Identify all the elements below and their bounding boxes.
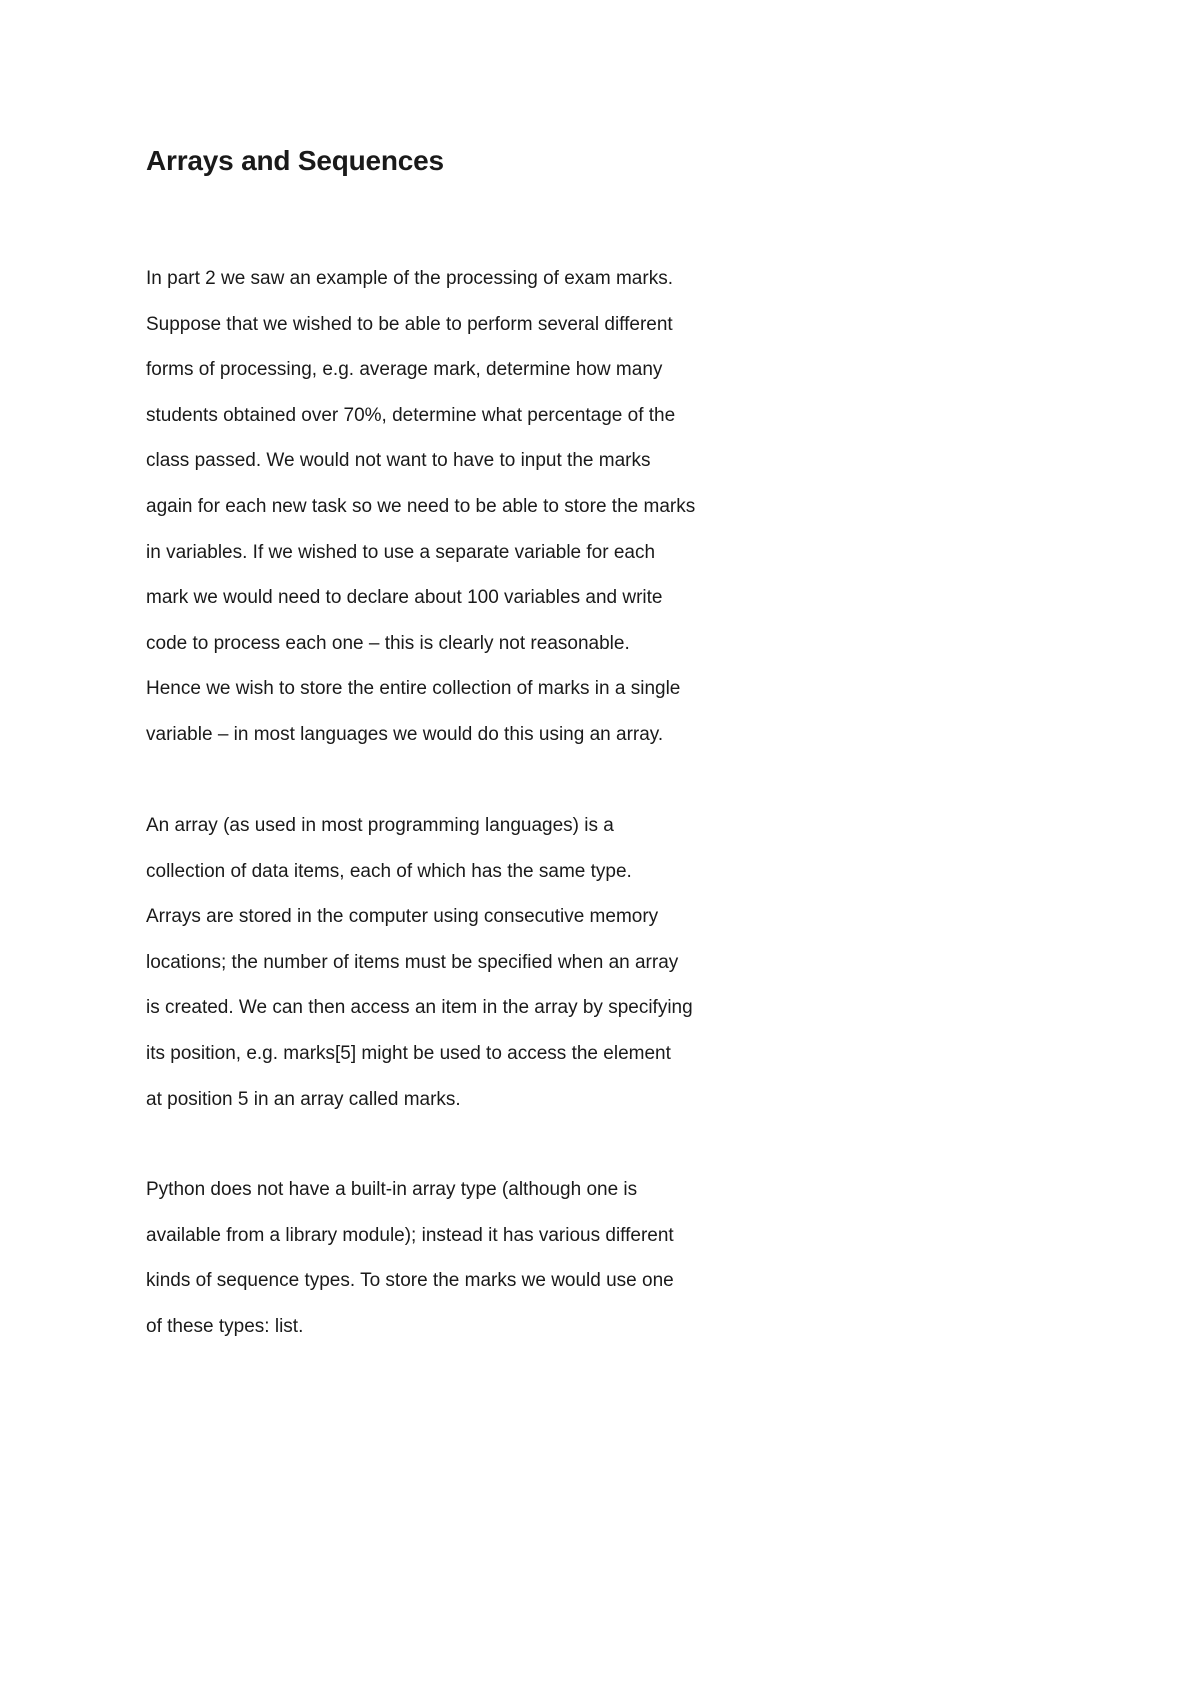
paragraph-line: In part 2 we saw an example of the processing of exam marks. (146, 268, 673, 289)
paragraph-line: again for each new task so we need to be able to store the marks (146, 495, 696, 517)
paragraph-line: at position 5 in an array called marks. (146, 1088, 461, 1110)
paragraph-line: An array (as used in most programming languages) is a (146, 815, 614, 836)
paragraph-line: students obtained over 70%, determine what percentage of the (146, 404, 676, 426)
paragraph-line: collection of data items, each of which has the same type. (146, 860, 632, 882)
paragraph-line: kinds of sequence types. To store the marks we would use one (146, 1270, 674, 1292)
paragraph-3 (146, 1167, 674, 1349)
paragraph-line: Arrays are stored in the computer using consecutive memory (146, 906, 659, 928)
paragraph-line: variable – in most languages we would do this using an array. (146, 723, 664, 745)
paragraph-line: is created. We can then access an item in the array by specifying (146, 997, 693, 1019)
paragraph-line: available from a library module); instead it has various different (146, 1224, 674, 1246)
paragraph-line: of these types: list. (146, 1315, 304, 1337)
paragraph-line: Hence we wish to store the entire collection of marks in a single (146, 678, 681, 700)
document-title: Arrays and Sequences (146, 145, 444, 176)
paragraph-line: mark we would need to declare about 100 variables and write (146, 587, 663, 609)
paragraph-line: class passed. We would not want to have to input the marks (146, 450, 651, 472)
paragraph-line: its position, e.g. marks[5] might be used to access the element (146, 1042, 671, 1064)
paragraph-line: Suppose that we wished to be able to perform several different (146, 313, 673, 335)
paragraph-line: Python does not have a built-in array type (although one is (146, 1179, 638, 1200)
paragraph-2 (146, 803, 693, 1122)
paragraph-line: locations; the number of items must be specified when an array (146, 951, 679, 973)
paragraph-1 (146, 256, 695, 758)
paragraph-line: forms of processing, e.g. average mark, determine how many (146, 359, 663, 381)
paragraph-line: in variables. If we wished to use a separate variable for each (146, 541, 656, 563)
paragraph-line: code to process each one – this is clearly not reasonable. (146, 632, 630, 654)
